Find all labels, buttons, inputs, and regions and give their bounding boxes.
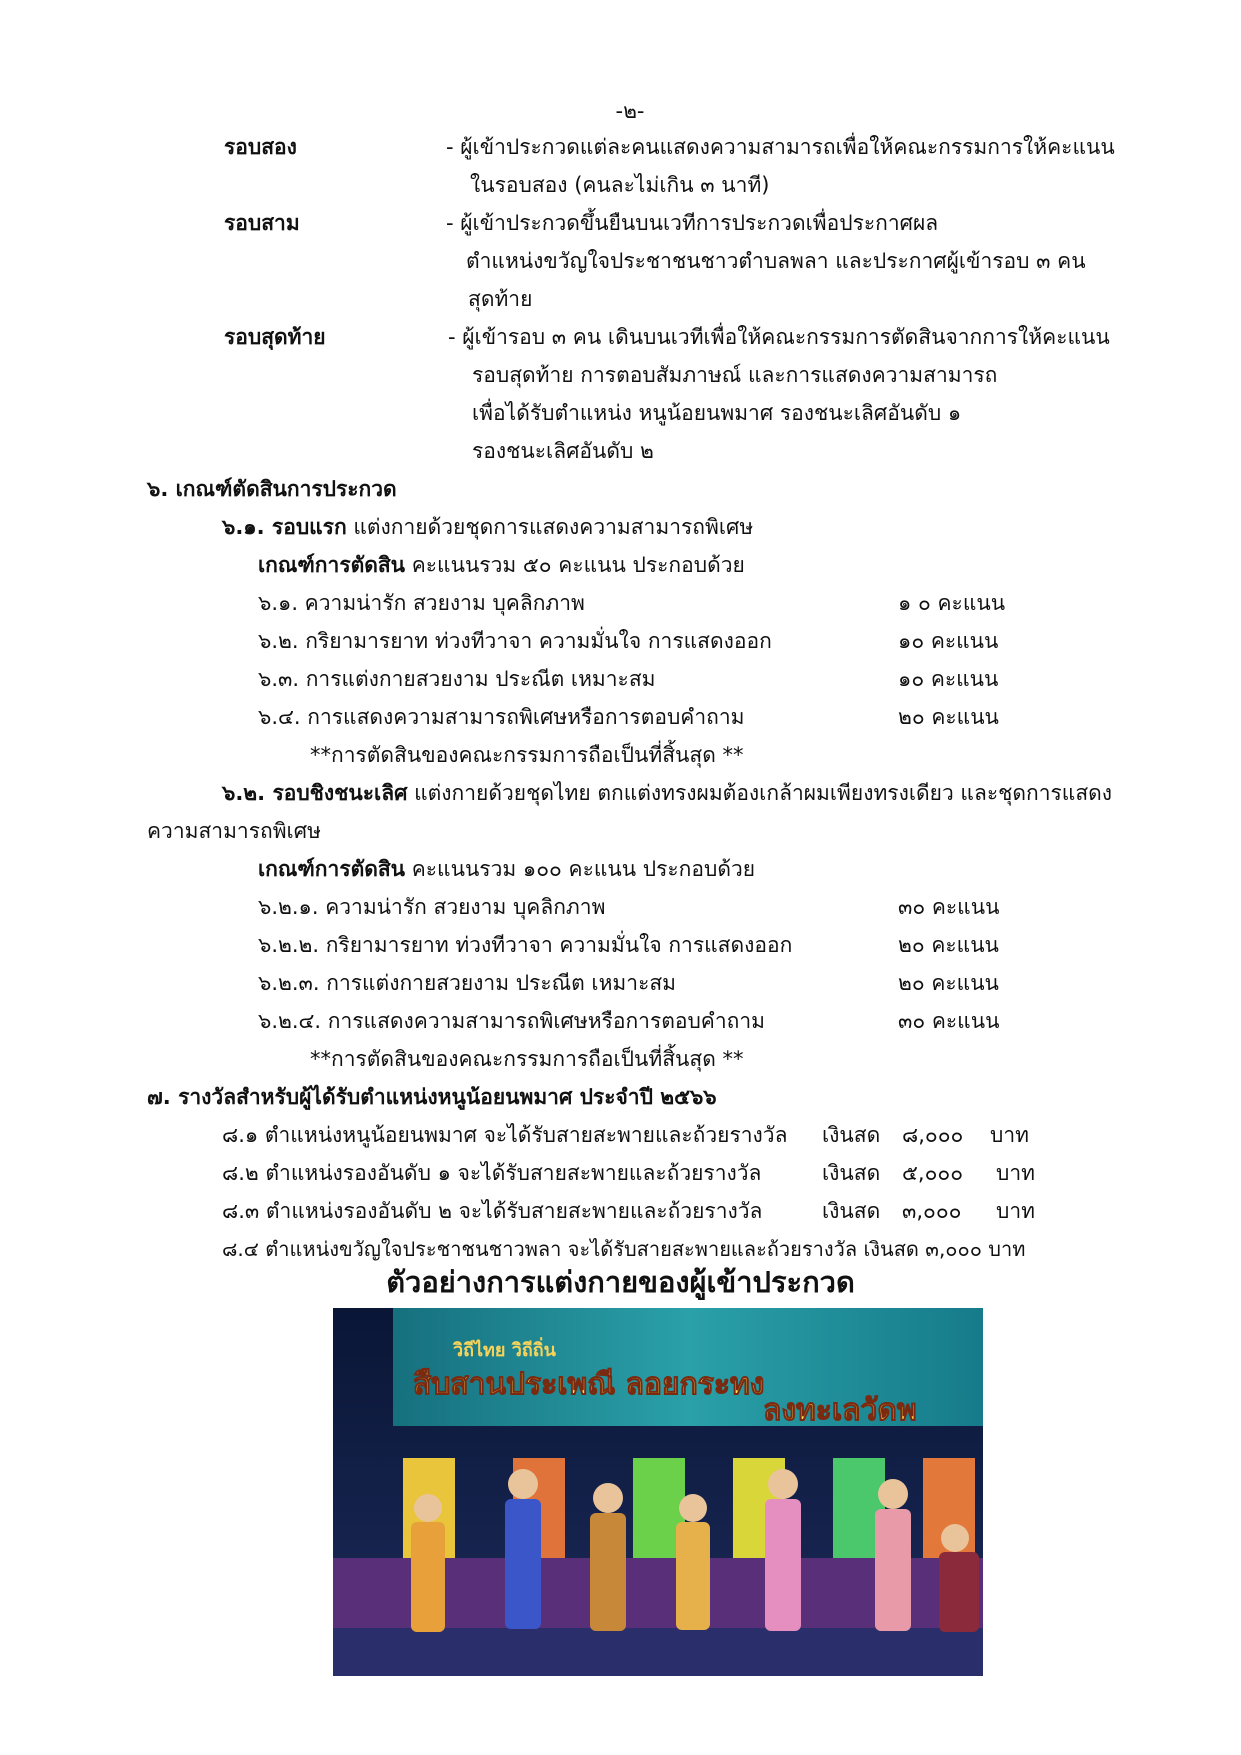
banner-line-3: ลงทะเลวัดพ xyxy=(763,1393,917,1428)
section-6-2-label: ๖.๒. รอบชิงชนะเลิศ xyxy=(222,781,408,805)
round-2-line-2: ในรอบสอง (คนละไม่เกิน ๓ นาที) xyxy=(470,173,770,197)
criteria-score: ๑ ๐ คะแนน xyxy=(898,591,1006,615)
prize-text-4: ๘.๔ ตำแหน่งขวัญใจประชาชนชาวพลา จะได้รับสายสะพายและถ้วยรางวัล เงินสด ๓,๐๐๐ บาท xyxy=(222,1237,1026,1261)
criteria-item: ๖.๒.๔. การแสดงความสามารถพิเศษหรือการตอบคำถาม xyxy=(258,1009,765,1033)
prize-cash-label: เงินสด xyxy=(822,1161,881,1185)
round-final-line-1: - ผู้เข้ารอบ ๓ คน เดินบนเวทีเพื่อให้คณะกรรมการตัดสินจากการให้คะแนน xyxy=(448,325,1110,349)
prize-text: ๘.๑ ตำแหน่งหนูน้อยนพมาศ จะได้รับสายสะพายและถ้วยรางวัล xyxy=(222,1123,788,1147)
prize-unit: บาท xyxy=(996,1199,1035,1223)
round-3-line-1: - ผู้เข้าประกวดขึ้นยืนบนเวทีการประกวดเพื่อประกาศผล xyxy=(446,211,939,235)
criteria-label: เกณฑ์การตัดสิน xyxy=(258,857,406,881)
round-3-line-3: สุดท้าย xyxy=(468,287,533,311)
round-name-2: รอบสอง xyxy=(224,135,297,159)
prize-text: ๘.๓ ตำแหน่งรองอันดับ ๒ จะได้รับสายสะพายและถ้วยรางวัล xyxy=(222,1199,763,1223)
section-6-2-desc: แต่งกายด้วยชุดไทย ตกแต่งทรงผมต้องเกล้าผมเพียงทรงเดียว และชุดการแสดง xyxy=(414,781,1113,805)
round-3-line-2: ตำแหน่งขวัญใจประชาชนชาวตำบลพลา และประกาศผู้เข้ารอบ ๓ คน xyxy=(466,249,1086,273)
prize-amount: ๓,๐๐๐ xyxy=(902,1199,962,1223)
section-6-2-desc-cont: ความสามารถพิเศษ xyxy=(147,819,321,843)
criteria-item: ๖.๔. การแสดงความสามารถพิเศษหรือการตอบคำถาม xyxy=(258,705,745,729)
page-number: -๒- xyxy=(615,99,645,123)
section-6-1-criteria xyxy=(258,550,745,580)
round-2-line-1: - ผู้เข้าประกวดแต่ละคนแสดงความสามารถเพื่อให้คณะกรรมการให้คะแนน xyxy=(446,135,1115,159)
section-6-2-heading xyxy=(222,778,1112,808)
example-heading: ตัวอย่างการแต่งกายของผู้เข้าประกวด xyxy=(386,1265,855,1299)
round-name-3: รอบสาม xyxy=(224,211,300,235)
criteria-score: ๒๐ คะแนน xyxy=(898,971,999,995)
criteria-score: ๓๐ คะแนน xyxy=(898,1009,1000,1033)
round-final-line-3: เพื่อได้รับตำแหน่ง หนูน้อยนพมาศ รองชนะเลิศอันดับ ๑ xyxy=(472,401,962,425)
criteria-desc: คะแนนรวม ๕๐ คะแนน ประกอบด้วย xyxy=(411,553,745,577)
section-6-2-criteria xyxy=(258,854,755,884)
criteria-desc: คะแนนรวม ๑๐๐ คะแนน ประกอบด้วย xyxy=(411,857,756,881)
section-6-1-heading xyxy=(222,512,753,542)
contest-photo xyxy=(333,1308,983,1676)
contest-photo-illustration xyxy=(333,1308,983,1676)
prize-amount: ๕,๐๐๐ xyxy=(902,1161,964,1185)
criteria-score: ๒๐ คะแนน xyxy=(898,705,999,729)
criteria-score: ๓๐ คะแนน xyxy=(898,895,1000,919)
criteria-item: ๖.๒.๑. ความน่ารัก สวยงาม บุคลิกภาพ xyxy=(258,895,606,919)
judging-note: **การตัดสินของคณะกรรมการถือเป็นที่สิ้นสุด ** xyxy=(310,1047,744,1071)
banner-line-1: วิถีไทย วิถีถิ่น xyxy=(453,1340,556,1361)
round-final-line-4: รองชนะเลิศอันดับ ๒ xyxy=(472,439,654,463)
criteria-item: ๖.๒.๓. การแต่งกายสวยงาม ประณีต เหมาะสม xyxy=(258,971,677,995)
criteria-item: ๖.๓. การแต่งกายสวยงาม ประณีต เหมาะสม xyxy=(258,667,656,691)
section-6-1-desc: แต่งกายด้วยชุดการแสดงความสามารถพิเศษ xyxy=(353,515,754,539)
criteria-item: ๖.๒.๒. กริยามารยาท ท่วงทีวาจา ความมั่นใจ การแสดงออก xyxy=(258,933,793,957)
criteria-score: ๑๐ คะแนน xyxy=(898,629,999,653)
prize-unit: บาท xyxy=(996,1161,1035,1185)
prize-cash-label: เงินสด xyxy=(822,1123,881,1147)
round-final-line-2: รอบสุดท้าย การตอบสัมภาษณ์ และการแสดงความสามารถ xyxy=(472,363,998,387)
judging-note: **การตัดสินของคณะกรรมการถือเป็นที่สิ้นสุด ** xyxy=(310,743,744,767)
section-7-title: ๗. รางวัลสำหรับผู้ได้รับตำแหน่งหนูน้อยนพมาศ ประจำปี ๒๕๖๖ xyxy=(147,1085,717,1109)
criteria-item: ๖.๒. กริยามารยาท ท่วงทีวาจา ความมั่นใจ การแสดงออก xyxy=(258,629,772,653)
criteria-score: ๒๐ คะแนน xyxy=(898,933,999,957)
prize-text: ๘.๒ ตำแหน่งรองอันดับ ๑ จะได้รับสายสะพายและถ้วยรางวัล xyxy=(222,1161,762,1185)
prize-amount: ๘,๐๐๐ xyxy=(902,1123,964,1147)
section-6-title: ๖. เกณฑ์ตัดสินการประกวด xyxy=(147,477,397,501)
section-6-1-label: ๖.๑. รอบแรก xyxy=(222,515,347,539)
prize-unit: บาท xyxy=(990,1123,1029,1147)
criteria-label: เกณฑ์การตัดสิน xyxy=(258,553,406,577)
banner-line-2: สืบสานประเพณี ลอยกระทง xyxy=(413,1367,765,1402)
round-name-final: รอบสุดท้าย xyxy=(224,325,326,349)
prize-cash-label: เงินสด xyxy=(822,1199,881,1223)
criteria-item: ๖.๑. ความน่ารัก สวยงาม บุคลิกภาพ xyxy=(258,591,585,615)
criteria-score: ๑๐ คะแนน xyxy=(898,667,999,691)
